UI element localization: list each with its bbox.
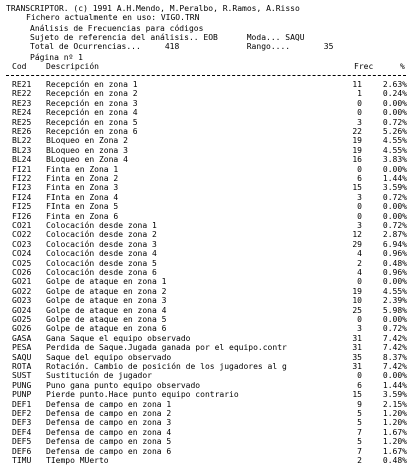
- row-description: Colocación desde zona 3: [46, 239, 157, 249]
- row-percent: 2.39%: [382, 296, 407, 306]
- row-description: Golpe de ataque en zona 4: [46, 305, 167, 315]
- row-code: GO26: [12, 324, 32, 334]
- row-percent: 2.63%: [382, 80, 407, 89]
- row-code: GO23: [12, 296, 32, 306]
- row-description: Recepción en zona 2: [46, 89, 138, 99]
- row-code: DEF1: [12, 399, 32, 409]
- row-percent: 0.00%: [382, 98, 407, 108]
- row-percent: 0.48%: [382, 456, 407, 465]
- row-percent: 3.59%: [382, 390, 407, 400]
- col-header-desc: Descripción: [46, 62, 99, 71]
- row-percent: 0.00%: [382, 371, 407, 381]
- row-description: Saque del equipo observado: [46, 352, 172, 362]
- row-percent: 0.00%: [382, 315, 407, 324]
- row-code: ROTA: [12, 362, 32, 371]
- row-frequency: 6: [357, 174, 362, 183]
- row-percent: 1.44%: [382, 380, 407, 390]
- row-code: RE25: [12, 117, 32, 127]
- row-percent: 1.20%: [382, 418, 407, 428]
- row-code: RE22: [12, 89, 32, 99]
- row-frequency: 9: [357, 399, 362, 409]
- row-description: Golpe de ataque en zona 2: [46, 286, 167, 296]
- row-frequency: 3: [357, 192, 362, 202]
- row-frequency: 3: [357, 324, 362, 334]
- row-code: RE26: [12, 127, 32, 136]
- row-frequency: 0: [357, 164, 362, 174]
- row-description: Defensa de campo en zona 6: [46, 446, 172, 456]
- row-percent: 4.55%: [382, 145, 407, 155]
- row-frequency: 2: [357, 456, 362, 465]
- row-code: FI24: [12, 192, 32, 202]
- program-title: TRANSCRIPTOR. (c) 1991 A.H.Mendo, M.Peralbo, R.Ramos, A.Risso: [6, 4, 300, 13]
- row-description: Defensa de campo en zona 1: [46, 399, 172, 409]
- row-frequency: 6: [357, 380, 362, 390]
- row-description: FInta en Zona 5: [46, 202, 119, 212]
- row-code: GO24: [12, 305, 32, 315]
- row-code: TIMU: [12, 456, 32, 465]
- row-percent: 1.67%: [382, 446, 407, 456]
- row-percent: 4.55%: [382, 286, 407, 296]
- row-frequency: 29: [352, 239, 362, 249]
- row-description: Recepción en zona 1: [46, 80, 138, 89]
- row-frequency: 2: [357, 258, 362, 268]
- row-percent: 0.00%: [382, 164, 407, 174]
- row-code: CO24: [12, 249, 32, 259]
- row-percent: 7.42%: [382, 333, 407, 343]
- row-frequency: 5: [357, 437, 362, 447]
- row-frequency: 3: [357, 221, 362, 230]
- row-code: DEF6: [12, 446, 32, 456]
- row-percent: 1.44%: [382, 174, 407, 183]
- row-percent: 5.26%: [382, 127, 407, 136]
- row-description: Recepción en zona 6: [46, 127, 138, 136]
- analysis-title: Análisis de Frecuencias para códigos: [30, 24, 204, 33]
- row-frequency: 5: [357, 409, 362, 418]
- row-frequency: 7: [357, 446, 362, 456]
- row-code: RE21: [12, 80, 32, 89]
- row-frequency: 0: [357, 371, 362, 381]
- row-frequency: 15: [352, 390, 362, 400]
- row-percent: 8.37%: [382, 352, 407, 362]
- row-frequency: 0: [357, 277, 362, 287]
- col-header-frec: Frec: [354, 62, 374, 71]
- row-percent: 0.24%: [382, 89, 407, 99]
- row-frequency: 19: [352, 145, 362, 155]
- row-code: CO22: [12, 230, 32, 240]
- row-code: FI21: [12, 164, 32, 174]
- row-code: BL24: [12, 155, 32, 165]
- row-code: RE23: [12, 98, 32, 108]
- row-description: Golpe de ataque en zona 1: [46, 277, 167, 287]
- row-frequency: 4: [357, 268, 362, 277]
- row-percent: 0.72%: [382, 192, 407, 202]
- row-code: PESA: [12, 343, 32, 353]
- row-frequency: 0: [357, 202, 362, 212]
- row-frequency: 31: [352, 362, 362, 371]
- row-percent: 3.83%: [382, 155, 407, 165]
- row-frequency: 31: [352, 333, 362, 343]
- row-code: FI25: [12, 202, 32, 212]
- row-description: Defensa de campo en zona 4: [46, 427, 172, 437]
- row-description: FInta en Zona 4: [46, 192, 119, 202]
- row-percent: 3.59%: [382, 183, 407, 193]
- row-frequency: 25: [352, 305, 362, 315]
- row-description: Golpe de ataque en zona 6: [46, 324, 167, 334]
- row-description: Recepción en zona 5: [46, 117, 138, 127]
- row-percent: 0.00%: [382, 202, 407, 212]
- row-code: CO21: [12, 221, 32, 230]
- row-description: Recepción en zona 3: [46, 98, 138, 108]
- row-code: DEF3: [12, 418, 32, 428]
- row-percent: 0.00%: [382, 108, 407, 118]
- row-description: Colocación desde zona 1: [46, 221, 157, 230]
- row-code: SAQU: [12, 352, 32, 362]
- row-percent: 0.00%: [382, 211, 407, 221]
- col-header-code: Cod: [12, 62, 27, 71]
- row-percent: 0.48%: [382, 258, 407, 268]
- row-code: GO21: [12, 277, 32, 287]
- row-description: Rotación. Cambio de posición de los jugadores al g: [46, 362, 287, 371]
- row-percent: 1.20%: [382, 437, 407, 447]
- row-description: Defensa de campo en zona 5: [46, 437, 172, 447]
- row-code: FI22: [12, 174, 32, 183]
- row-description: Colocación desde zona 2: [46, 230, 157, 240]
- row-frequency: 10: [352, 296, 362, 306]
- row-description: Finta en Zona 2: [46, 174, 119, 183]
- row-description: Golpe de ataque en zona 5: [46, 315, 167, 324]
- row-description: Finta en Zona 3: [46, 183, 119, 193]
- row-code: GASA: [12, 333, 32, 343]
- row-percent: 0.96%: [382, 249, 407, 259]
- row-description: Recepción en zona 4: [46, 108, 138, 118]
- row-code: DEF4: [12, 427, 32, 437]
- row-code: SUST: [12, 371, 32, 381]
- row-frequency: 31: [352, 343, 362, 353]
- row-frequency: 4: [357, 249, 362, 259]
- row-description: Finta en Zona 6: [46, 211, 119, 221]
- row-code: CO23: [12, 239, 32, 249]
- page-number: Página nº 1: [30, 53, 83, 62]
- row-code: RE24: [12, 108, 32, 118]
- row-percent: 6.94%: [382, 239, 407, 249]
- row-description: BLoqueo en zona 3: [46, 145, 128, 155]
- row-frequency: 19: [352, 286, 362, 296]
- row-frequency: 15: [352, 183, 362, 193]
- row-percent: 7.42%: [382, 343, 407, 353]
- row-code: DEF5: [12, 437, 32, 447]
- row-percent: 0.96%: [382, 268, 407, 277]
- row-percent: 2.15%: [382, 399, 407, 409]
- row-code: CO26: [12, 268, 32, 277]
- row-description: Defensa de campo en zona 3: [46, 418, 172, 428]
- row-description: Pierde punto.Hace punto equipo contrario: [46, 390, 239, 400]
- row-frequency: 1: [357, 89, 362, 99]
- row-percent: 1.20%: [382, 409, 407, 418]
- row-code: GO22: [12, 286, 32, 296]
- row-percent: 4.55%: [382, 136, 407, 146]
- row-code: FI23: [12, 183, 32, 193]
- row-frequency: 11: [352, 80, 362, 89]
- row-code: BL23: [12, 145, 32, 155]
- row-frequency: 3: [357, 117, 362, 127]
- row-percent: 0.72%: [382, 221, 407, 230]
- row-description: Finta en Zona 1: [46, 164, 119, 174]
- row-code: PUNP: [12, 390, 32, 400]
- row-frequency: 16: [352, 155, 362, 165]
- row-code: FI26: [12, 211, 32, 221]
- row-code: PUNG: [12, 380, 32, 390]
- totals-line: Total de Ocurrencias... 418 Rango.... 35: [30, 42, 334, 51]
- row-percent: 0.72%: [382, 324, 407, 334]
- row-description: BLoqueo en Zona 2: [46, 136, 128, 146]
- row-description: Puno gana punto equipo observado: [46, 380, 201, 390]
- row-frequency: 12: [352, 230, 362, 240]
- row-frequency: 0: [357, 315, 362, 324]
- row-description: Colocación desde zona 4: [46, 249, 157, 259]
- row-percent: 0.72%: [382, 117, 407, 127]
- row-percent: 0.00%: [382, 277, 407, 287]
- row-description: Colocación desde zona 6: [46, 268, 157, 277]
- row-description: Defensa de campo en zona 2: [46, 409, 172, 418]
- row-description: Gana Saque el equipo observado: [46, 333, 191, 343]
- row-code: DEF2: [12, 409, 32, 418]
- row-description: Golpe de ataque en zona 3: [46, 296, 167, 306]
- row-description: Colocación desde zona 5: [46, 258, 157, 268]
- row-description: Perdida de Saque.Jugada ganada por el equipo.contr: [46, 343, 287, 353]
- row-percent: 7.42%: [382, 362, 407, 371]
- table-row: [0, 456, 412, 466]
- row-frequency: 7: [357, 427, 362, 437]
- row-code: BL22: [12, 136, 32, 146]
- row-frequency: 5: [357, 418, 362, 428]
- row-code: CO25: [12, 258, 32, 268]
- row-frequency: 0: [357, 108, 362, 118]
- row-frequency: 0: [357, 211, 362, 221]
- row-description: BLoqueo en Zona 4: [46, 155, 128, 165]
- row-frequency: 22: [352, 127, 362, 136]
- row-frequency: 35: [352, 352, 362, 362]
- row-percent: 1.67%: [382, 427, 407, 437]
- col-header-pct: %: [400, 62, 405, 71]
- current-file: Fichero actualmente en uso: VIGO.TRN: [26, 13, 200, 22]
- row-frequency: 0: [357, 98, 362, 108]
- row-description: Sustitución de jugador: [46, 371, 152, 381]
- row-code: GO25: [12, 315, 32, 324]
- row-percent: 5.98%: [382, 305, 407, 315]
- row-frequency: 19: [352, 136, 362, 146]
- reference-subject: Sujeto de referencia del análisis.. EOB Moda... SAQU: [30, 33, 305, 42]
- row-percent: 2.87%: [382, 230, 407, 240]
- row-description: TIempo MUerto: [46, 456, 109, 465]
